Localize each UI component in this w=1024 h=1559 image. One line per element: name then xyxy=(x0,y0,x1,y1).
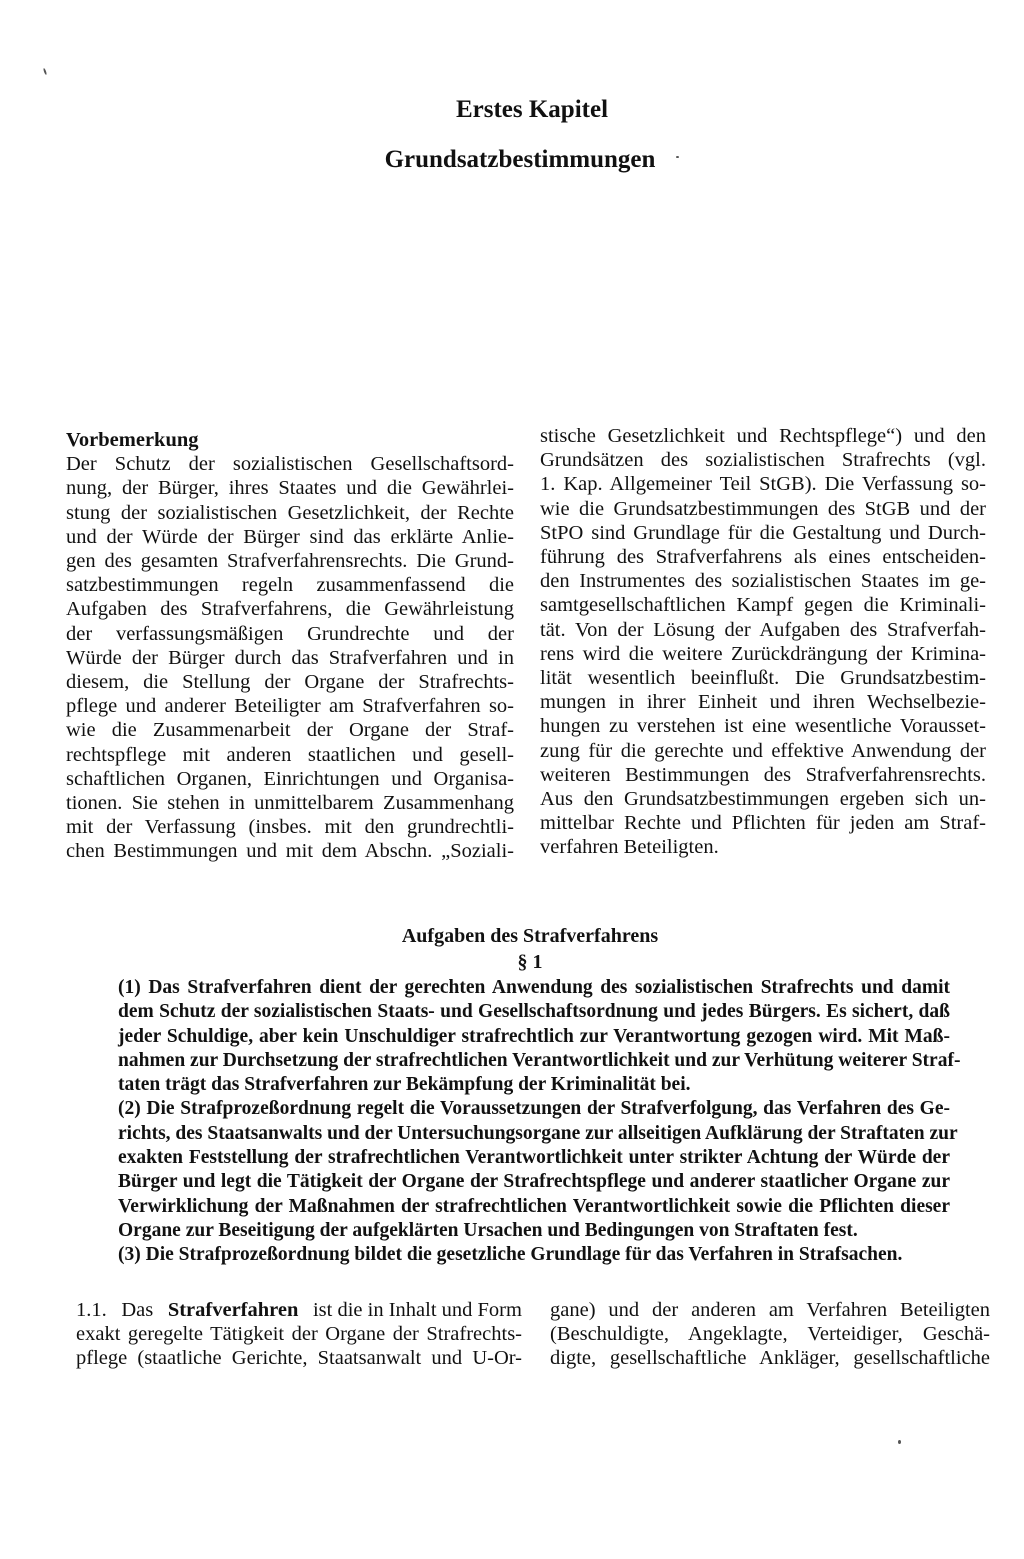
law-line: dem Schutz der sozialistischen Staats- und Gesellschaftsordnung und jedes Bürgers. Es sichert, daß xyxy=(118,1001,950,1023)
text-line: gen des gesamten Strafverfahrensrechts. Die Grund- xyxy=(66,550,514,573)
text-line: Der Schutz der sozialistischen Gesellschaftsord- xyxy=(66,453,514,476)
text-line: wie die Zusammenarbeit der Organe der Straf- xyxy=(66,719,514,742)
chapter-label: Erstes Kapitel xyxy=(455,96,609,123)
text-line: (Beschuldigte, Angeklagte, Verteidiger, Geschä- xyxy=(550,1323,990,1346)
text-line: weiteren Bestimmungen des Strafverfahrensrechts. xyxy=(540,763,986,786)
text-line: pflege und anderer Beteiligter am Strafverfahren so- xyxy=(66,695,514,718)
commentary-first-line xyxy=(76,1298,522,1322)
text-line: zung für die gerechte und effektive Anwendung der xyxy=(540,739,986,762)
text-line: der verfassungsmäßigen Grundrechte und der xyxy=(66,622,514,645)
text-line: stung der sozialistischen Gesetzlichkeit, der Rechte xyxy=(66,501,514,524)
law-line: Organe zur Beseitigung der aufgeklärten Ursachen und Bedingungen von Straftaten fest. xyxy=(118,1219,858,1241)
text-line: rechtspflege mit anderen staatlichen und gesell- xyxy=(66,743,514,766)
text-line: exakt geregelte Tätigkeit der Organe der Strafrechts- xyxy=(76,1323,522,1346)
law-line: richts, des Staatsanwalts und der Untersuchungsorgane zur allseitigen Aufklärung der Straftaten zur xyxy=(118,1122,958,1144)
text-line: rens wird die weitere Zurückdrängung der Krimina- xyxy=(540,642,986,665)
law-line: taten trägt das Strafverfahren zur Bekämpfung der Kriminalität bei. xyxy=(118,1074,691,1096)
text-line: mittelbar Rechte und Pflichten für jeden am Straf- xyxy=(540,812,986,835)
commentary-number: 1.1. xyxy=(76,1299,107,1321)
commentary-word: Das xyxy=(121,1299,154,1321)
text-line: pflege (staatliche Gerichte, Staatsanwalt und U-Or- xyxy=(76,1347,522,1370)
text-line: StPO sind Grundlage für die Gestaltung und Durch- xyxy=(540,521,986,544)
text-line: 1. Kap. Allgemeiner Teil StGB). Die Verfassung so- xyxy=(540,473,986,496)
section-title: Aufgaben des Strafverfahrens xyxy=(401,925,659,947)
scan-speck xyxy=(898,1440,901,1444)
text-line: mit der Verfassung (insbes. mit den grundrechtli- xyxy=(66,816,514,839)
text-line: Aufgaben des Strafverfahrens, die Gewährleistung xyxy=(66,598,514,621)
law-line: Bürger und legt die Tätigkeit der Organe der Strafrechtspflege und anderer staatlicher Organe zur xyxy=(118,1171,950,1193)
vorbemerkung-left-column xyxy=(66,428,514,864)
text-line: Würde der Bürger durch das Strafverfahren und in xyxy=(66,646,514,669)
law-line: (2) Die Strafprozeßordnung regelt die Voraussetzungen der Strafverfolgung, das Verfahren des Ge- xyxy=(118,1098,950,1120)
commentary-bold-term: Strafverfahren xyxy=(167,1299,299,1321)
chapter-title: Grundsatzbestimmungen xyxy=(384,146,656,173)
commentary-left-column xyxy=(76,1298,522,1371)
text-line: satzbestimmungen regeln zusammenfassend die xyxy=(66,574,514,597)
text-line: führung des Strafverfahrens als eines entscheiden- xyxy=(540,546,986,569)
text-line: tionen. Sie stehen in unmittelbarem Zusammenhang xyxy=(66,792,514,815)
vorbemerkung-right-column xyxy=(540,424,986,860)
scan-speck xyxy=(676,156,679,158)
law-line: exakten Feststellung der strafrechtlichen Verantwortlichkeit unter strikter Achtung der Würde der xyxy=(118,1147,950,1169)
text-line: schaftlichen Organen, Einrichtungen und Organisa- xyxy=(66,767,514,790)
text-line: Grundsätzen des sozialistischen Strafrechts (vgl. xyxy=(540,449,986,472)
text-line: nung, der Bürger, ihres Staates und die Gewährlei- xyxy=(66,477,514,500)
scan-speck xyxy=(43,68,47,75)
text-line: samtgesellschaftlichen Kampf gegen die Kriminali- xyxy=(540,594,986,617)
text-line: lität wesentlich beeinflußt. Die Grundsatzbestim- xyxy=(540,667,986,690)
law-line: Verwirklichung der Maßnahmen der strafrechtlichen Verantwortlichkeit sowie die Pflichten dieser xyxy=(118,1195,950,1217)
paragraph-sign: § 1 xyxy=(517,951,543,973)
text-line: wie die Grundsatzbestimmungen des StGB und der xyxy=(540,497,986,520)
text-line: verfahren Beteiligten. xyxy=(540,836,719,859)
text-line: und der Würde der Bürger sind das erklärte Anlie- xyxy=(66,525,514,548)
law-text xyxy=(118,976,961,1268)
text-line: chen Bestimmungen und mit dem Abschn. „Soziali- xyxy=(66,840,514,863)
commentary-first-rest: ist die in Inhalt und Form xyxy=(312,1299,522,1321)
text-line: digte, gesellschaftliche Ankläger, gesellschaftliche xyxy=(550,1347,990,1370)
law-line: jeder Schuldige, aber kein Unschuldiger strafrechtlich zur Verantwortung gezogen wird. Mit Maß- xyxy=(118,1025,950,1047)
vorbemerkung-heading: Vorbemerkung xyxy=(66,429,199,451)
commentary-right-column xyxy=(550,1298,990,1371)
text-line: mungen in ihrer Einheit und ihren Wechselbezie- xyxy=(540,691,986,714)
text-line: Aus den Grundsatzbestimmungen ergeben sich un- xyxy=(540,788,986,811)
text-line: stische Gesetzlichkeit und Rechtspflege“) und den xyxy=(540,425,986,447)
law-line: (3) Die Strafprozeßordnung bildet die gesetzliche Grundlage für das Verfahren in Strafsachen. xyxy=(118,1244,903,1266)
text-line: tät. Von der Lösung der Aufgaben des Strafverfah- xyxy=(540,618,986,641)
text-line: hungen zu verstehen ist eine wesentliche Vorausset- xyxy=(540,715,986,738)
text-line: gane) und der anderen am Verfahren Beteiligten xyxy=(550,1299,990,1321)
law-line: (1) Das Strafverfahren dient der gerechten Anwendung des sozialistischen Strafrechts und damit xyxy=(118,977,950,998)
text-line: den Instrumentes des sozialistischen Staates im ge- xyxy=(540,570,986,593)
text-line: diesem, die Stellung der Organe der Strafrechts- xyxy=(66,671,514,694)
law-line: nahmen zur Durchsetzung der strafrechtlichen Verantwortlichkeit und zur Verhütung weiterer Straf- xyxy=(118,1049,961,1071)
